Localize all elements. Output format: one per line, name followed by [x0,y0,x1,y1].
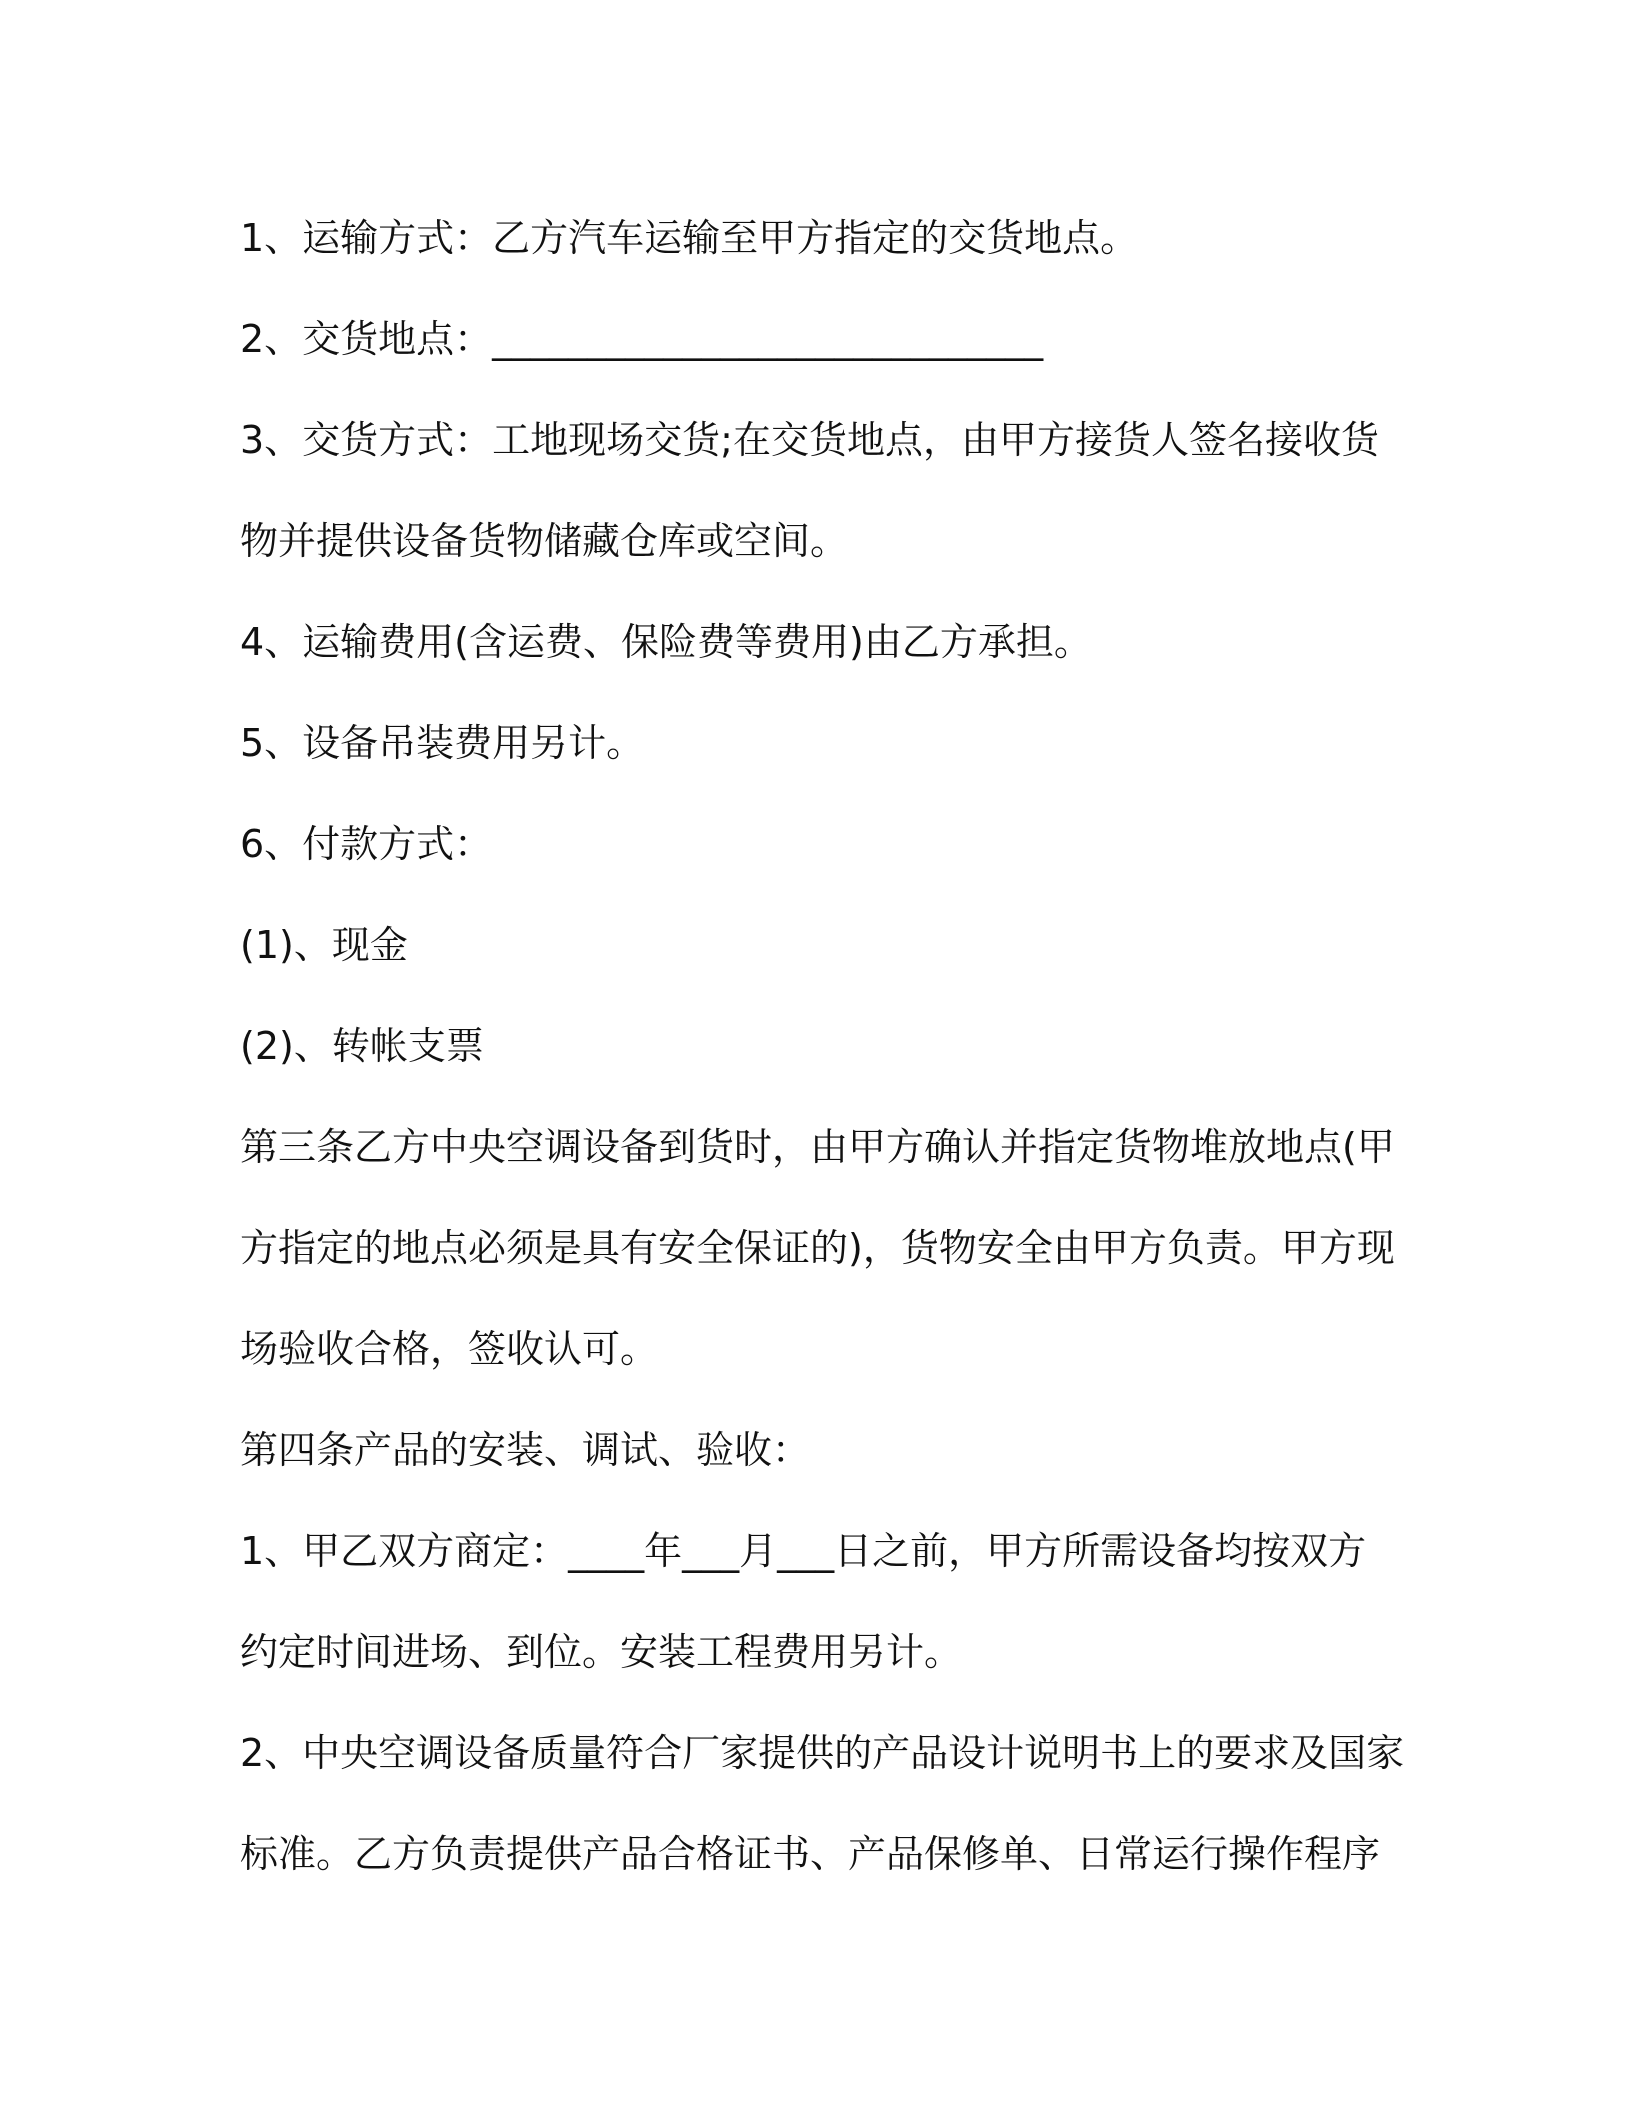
payment-option-cash: (1)、现金 [240,923,408,967]
clause-hoisting-cost: 5、设备吊装费用另计。 [240,721,645,765]
clause-delivery-method: 3、交货方式：工地现场交货;在交货地点，由甲方接货人签名接收货 [240,418,1379,462]
article-three: 第三条乙方中央空调设备到货时，由甲方确认并指定货物堆放地点(甲 [240,1125,1395,1169]
article-four-item-1: 1、甲乙双方商定：____年___月___日之前，甲方所需设备均按双方 [240,1529,1367,1573]
document-body [240,188,1405,1905]
clause-delivery-location: 2、交货地点：_____________________________ [240,317,1044,361]
clause-payment-method: 6、付款方式： [240,822,493,866]
article-four-item-1-cont: 约定时间进场、到位。安装工程费用另计。 [240,1630,963,1674]
article-four-item-2: 2、中央空调设备质量符合厂家提供的产品设计说明书上的要求及国家 [240,1731,1405,1775]
clause-transport-cost: 4、运输费用(含运费、保险费等费用)由乙方承担。 [240,620,1092,664]
payment-option-check: (2)、转帐支票 [240,1024,484,1068]
clause-delivery-method-cont: 物并提供设备货物储藏仓库或空间。 [240,519,849,563]
article-four-item-2-cont: 标准。乙方负责提供产品合格证书、产品保修单、日常运行操作程序 [240,1832,1381,1876]
article-three-cont-1: 方指定的地点必须是具有安全保证的)，货物安全由甲方负责。甲方现 [240,1226,1395,1270]
article-four-heading: 第四条产品的安装、调试、验收： [240,1428,811,1472]
clause-transport-method: 1、运输方式：乙方汽车运输至甲方指定的交货地点。 [240,216,1139,260]
article-three-cont-2: 场验收合格，签收认可。 [240,1327,659,1371]
